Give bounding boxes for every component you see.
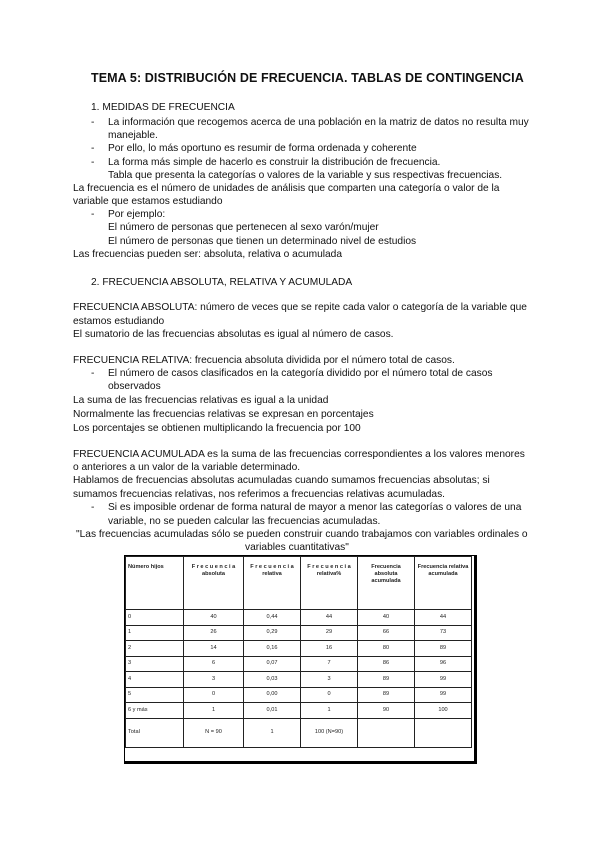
section-1-heading: 1. MEDIDAS DE FRECUENCIA <box>91 102 235 113</box>
table-cell: 1 <box>244 718 301 747</box>
table-cell: 0 <box>126 610 184 626</box>
table-row <box>126 687 472 703</box>
table-cell: 99 <box>415 672 472 688</box>
table-cell <box>358 718 415 747</box>
bullet-marker: - <box>91 157 95 168</box>
table-row <box>126 610 472 626</box>
bullet-text: observados <box>108 381 161 392</box>
table-cell: 6 <box>184 656 244 672</box>
table-cell: 29 <box>301 625 358 641</box>
table-cell: N = 90 <box>184 718 244 747</box>
paragraph: FRECUENCIA RELATIVA: frecuencia absoluta dividida por el número total de casos. <box>73 355 455 366</box>
table-cell: 80 <box>358 641 415 657</box>
table-cell: 100 <box>415 703 472 719</box>
table-header-cell: Frecuencia absoluta acumulada <box>358 557 415 610</box>
table-header-cell: F r e c u e n c i a relativa% <box>301 557 358 610</box>
table-cell: 1 <box>301 703 358 719</box>
table-cell: 2 <box>126 641 184 657</box>
quote: "Las frecuencias acumuladas sólo se pueden construir cuando trabajamos con variables ordinales o <box>76 529 528 540</box>
bullet-marker: - <box>91 143 95 154</box>
bullet-marker: - <box>91 502 95 513</box>
frequency-table-frame <box>124 555 477 764</box>
table-cell: 14 <box>184 641 244 657</box>
bullet-text: Por ejemplo: <box>108 209 166 220</box>
bullet-marker: - <box>91 209 95 220</box>
bullet-text: El número de personas que tienen un determinado nivel de estudios <box>108 236 417 247</box>
table-cell: 5 <box>126 687 184 703</box>
paragraph: sumamos frecuencias relativas, nos referimos a frecuencias relativas acumuladas. <box>73 489 446 500</box>
table-cell: 44 <box>415 610 472 626</box>
bullet-text: Tabla que presenta la categorías o valores de la variable y sus respectivas frecuencias. <box>108 170 503 181</box>
table-cell: 0 <box>184 687 244 703</box>
table-cell: 0,07 <box>244 656 301 672</box>
paragraph: Normalmente las frecuencias relativas se expresan en porcentajes <box>73 409 374 420</box>
table-cell: 90 <box>358 703 415 719</box>
bullet-text: manejable. <box>108 130 158 141</box>
paragraph: variable que estamos estudiando <box>73 196 223 207</box>
page-title: TEMA 5: DISTRIBUCIÓN DE FRECUENCIA. TABLAS DE CONTINGENCIA <box>91 71 524 85</box>
table-cell: 100 (N=90) <box>301 718 358 747</box>
table-header-cell: F r e c u e n c i a absoluta <box>184 557 244 610</box>
table-cell: 1 <box>184 703 244 719</box>
bullet-text: La forma más simple de hacerlo es construir la distribución de frecuencia. <box>108 157 441 168</box>
table-cell: 4 <box>126 672 184 688</box>
table-cell: 86 <box>358 656 415 672</box>
table-header-cell: Número hijos <box>126 557 184 610</box>
paragraph: Hablamos de frecuencias absolutas acumuladas cuando sumamos frecuencias absolutas; si <box>73 475 490 486</box>
bullet-marker: - <box>91 368 95 379</box>
table-cell: 89 <box>358 672 415 688</box>
table-total-row <box>126 718 472 747</box>
table-cell: 66 <box>358 625 415 641</box>
table-header-cell: F r e c u e n c i a relativa <box>244 557 301 610</box>
table-cell: 0,01 <box>244 703 301 719</box>
table-cell: 3 <box>126 656 184 672</box>
paragraph: FRECUENCIA ABSOLUTA: número de veces que se repite cada valor o categoría de la variable que <box>73 302 527 313</box>
paragraph: El sumatorio de las frecuencias absolutas es igual al número de casos. <box>73 329 394 340</box>
paragraph: Los porcentajes se obtienen multiplicando la frecuencia por 100 <box>73 423 361 434</box>
table-cell: Total <box>126 718 184 747</box>
section-2-heading: 2. FRECUENCIA ABSOLUTA, RELATIVA Y ACUMULADA <box>91 277 353 288</box>
table-cell: 26 <box>184 625 244 641</box>
table-cell: 0,44 <box>244 610 301 626</box>
paragraph: o anteriores a un valor de la variable determinado. <box>73 462 301 473</box>
paragraph: La suma de las frecuencias relativas es igual a la unidad <box>73 395 329 406</box>
bullet-marker: - <box>91 117 95 128</box>
bullet-text: El número de personas que pertenecen al sexo varón/mujer <box>108 222 379 233</box>
table-cell: 7 <box>301 656 358 672</box>
table-cell: 40 <box>184 610 244 626</box>
table-cell: 0 <box>301 687 358 703</box>
bullet-text: Si es imposible ordenar de forma natural de mayor a menor las categorías o valores de una <box>108 502 522 513</box>
table-cell: 6 y más <box>126 703 184 719</box>
paragraph: Las frecuencias pueden ser: absoluta, relativa o acumulada <box>73 249 343 260</box>
table-cell: 0,00 <box>244 687 301 703</box>
table-cell: 0,16 <box>244 641 301 657</box>
table-header-cell: Frecuencia relativa acumulada <box>415 557 472 610</box>
table-row <box>126 656 472 672</box>
quote: variables cuantitativas" <box>245 542 349 553</box>
frequency-table <box>125 556 472 748</box>
paragraph: La frecuencia es el número de unidades de análisis que comparten una categoría o valor de la <box>73 183 500 194</box>
table-cell: 44 <box>301 610 358 626</box>
bullet-text: La información que recogemos acerca de una población en la matriz de datos no resulta muy <box>108 117 529 128</box>
table-cell: 89 <box>415 641 472 657</box>
bullet-text: Por ello, lo más oportuno es resumir de forma ordenada y coherente <box>108 143 417 154</box>
bullet-text: variable, no se pueden calcular las frecuencias acumuladas. <box>108 516 381 527</box>
table-cell: 96 <box>415 656 472 672</box>
table-cell <box>415 718 472 747</box>
table-cell: 73 <box>415 625 472 641</box>
table-header-row <box>126 557 472 610</box>
table-cell: 16 <box>301 641 358 657</box>
table-cell: 40 <box>358 610 415 626</box>
paragraph: estamos estudiando <box>73 316 165 327</box>
bullet-text: El número de casos clasificados en la categoría dividido por el número total de casos <box>108 368 493 379</box>
table-cell: 0,29 <box>244 625 301 641</box>
table-cell: 3 <box>301 672 358 688</box>
table-cell: 3 <box>184 672 244 688</box>
table-cell: 0,03 <box>244 672 301 688</box>
table-row <box>126 625 472 641</box>
table-cell: 99 <box>415 687 472 703</box>
table-row <box>126 641 472 657</box>
table-cell: 1 <box>126 625 184 641</box>
table-row <box>126 703 472 719</box>
table-cell: 89 <box>358 687 415 703</box>
table-row <box>126 672 472 688</box>
paragraph: FRECUENCIA ACUMULADA es la suma de las frecuencias correspondientes a los valores menores <box>73 449 525 460</box>
